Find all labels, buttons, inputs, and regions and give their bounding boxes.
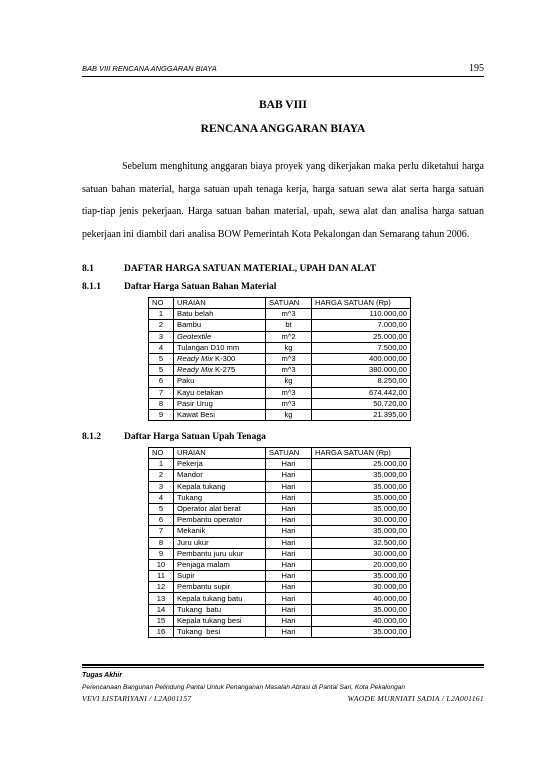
cell-uraian-italic: Geotextile bbox=[177, 331, 212, 341]
table-row bbox=[149, 615, 411, 626]
section-heading bbox=[82, 264, 376, 274]
footer-author-right: WAODE MURNIATI SADIA / L2A001161 bbox=[347, 694, 484, 703]
column-header-uraian: URAIAN bbox=[174, 448, 266, 459]
table-row bbox=[149, 492, 411, 503]
cell-no: 11 bbox=[149, 571, 174, 582]
subsection-title: Daftar Harga Satuan Upah Tenaga bbox=[124, 432, 266, 442]
cell-uraian: Penjaga malam bbox=[174, 559, 266, 570]
cell-harga: 35.000,00 bbox=[312, 492, 411, 503]
cell-uraian: Operator alat berat bbox=[174, 503, 266, 514]
footer-project-title: Perencanaan Bangunan Pelindung Pantai Untuk Penanganan Masalah Abrasi di Pantai Sari, Kota Pekalongan bbox=[82, 684, 406, 691]
cell-no: 1 bbox=[149, 309, 174, 320]
cell-uraian-text: Kawat Besi bbox=[177, 409, 215, 419]
footer-label: Tugas Akhir bbox=[82, 672, 123, 679]
cell-satuan: Hari bbox=[266, 593, 312, 604]
table-row bbox=[149, 409, 411, 420]
cell-uraian: Kepala tukang bbox=[174, 481, 266, 492]
cell-uraian: Tukang bbox=[174, 492, 266, 503]
table-row bbox=[149, 503, 411, 514]
section-number: 8.1 bbox=[82, 264, 94, 274]
labor-table-body bbox=[149, 448, 411, 638]
cell-no: 8 bbox=[149, 537, 174, 548]
subsection-heading-material bbox=[82, 282, 276, 292]
cell-satuan: Hari bbox=[266, 515, 312, 526]
cell-satuan: Hari bbox=[266, 503, 312, 514]
table-row bbox=[149, 481, 411, 492]
cell-satuan: bt bbox=[266, 320, 312, 331]
table-row bbox=[149, 459, 411, 470]
cell-no: 9 bbox=[149, 548, 174, 559]
cell-harga: 21.395,00 bbox=[312, 409, 411, 420]
cell-uraian-text: Paku bbox=[177, 376, 195, 386]
table-row bbox=[149, 398, 411, 409]
cell-uraian: Supir bbox=[174, 571, 266, 582]
cell-uraian-text: Kayu cetakan bbox=[177, 387, 224, 397]
cell-satuan: kg bbox=[266, 376, 312, 387]
cell-no: 16 bbox=[149, 627, 174, 638]
table-header-row bbox=[149, 298, 411, 309]
cell-harga: 40.000,00 bbox=[312, 615, 411, 626]
table-row bbox=[149, 537, 411, 548]
cell-harga: 30.000,00 bbox=[312, 548, 411, 559]
cell-no: 10 bbox=[149, 559, 174, 570]
cell-satuan: Hari bbox=[266, 582, 312, 593]
column-header-harga: HARGA SATUAN (Rp) bbox=[312, 298, 411, 309]
table-row bbox=[149, 320, 411, 331]
table-row bbox=[149, 309, 411, 320]
table-row bbox=[149, 604, 411, 615]
cell-no: 2 bbox=[149, 320, 174, 331]
cell-no: 14 bbox=[149, 604, 174, 615]
cell-no: 7 bbox=[149, 526, 174, 537]
cell-no: 7 bbox=[149, 387, 174, 398]
table-row bbox=[149, 331, 411, 342]
table-row bbox=[149, 627, 411, 638]
cell-satuan: Hari bbox=[266, 604, 312, 615]
chapter-number-title: BAB VIII bbox=[258, 99, 308, 111]
cell-uraian bbox=[174, 365, 266, 376]
cell-no: 9 bbox=[149, 409, 174, 420]
cell-satuan: kg bbox=[266, 409, 312, 420]
cell-uraian: Tukang batu bbox=[174, 604, 266, 615]
cell-harga: 7.500,00 bbox=[312, 342, 411, 353]
cell-harga: 110.000,00 bbox=[312, 309, 411, 320]
material-table-body bbox=[149, 298, 411, 421]
cell-no: 1 bbox=[149, 459, 174, 470]
cell-satuan: Hari bbox=[266, 548, 312, 559]
cell-harga: 20.000,00 bbox=[312, 559, 411, 570]
cell-no: 4 bbox=[149, 492, 174, 503]
cell-satuan: m^2 bbox=[266, 331, 312, 342]
cell-no: 3 bbox=[149, 331, 174, 342]
cell-uraian: Pembantu operator bbox=[174, 515, 266, 526]
cell-harga: 25.000,00 bbox=[312, 331, 411, 342]
cell-no: 15 bbox=[149, 615, 174, 626]
cell-harga: 25.000,00 bbox=[312, 459, 411, 470]
table-row bbox=[149, 342, 411, 353]
cell-satuan: kg bbox=[266, 342, 312, 353]
cell-uraian-italic: Ready Mix bbox=[177, 354, 213, 364]
cell-satuan: m^3 bbox=[266, 365, 312, 376]
footer-author-left: VEVI LISTARIYANI / L2A001157 bbox=[82, 694, 192, 703]
cell-satuan: Hari bbox=[266, 492, 312, 503]
table-row bbox=[149, 559, 411, 570]
cell-harga: 32.500,00 bbox=[312, 537, 411, 548]
cell-uraian bbox=[174, 331, 266, 342]
table-header-row bbox=[149, 448, 411, 459]
cell-uraian-text: Pasir Urug bbox=[177, 398, 213, 408]
column-header-no: NO bbox=[149, 298, 174, 309]
cell-satuan: Hari bbox=[266, 459, 312, 470]
cell-uraian-text: Bambu bbox=[177, 320, 202, 330]
material-price-table bbox=[148, 297, 411, 421]
section-title: DAFTAR HARGA SATUAN MATERIAL, UPAH DAN ALAT bbox=[124, 264, 377, 274]
cell-satuan: Hari bbox=[266, 559, 312, 570]
table-row bbox=[149, 571, 411, 582]
cell-uraian bbox=[174, 353, 266, 364]
cell-harga: 40.000,00 bbox=[312, 593, 411, 604]
subsection-title: Daftar Harga Satuan Bahan Material bbox=[124, 282, 277, 292]
cell-uraian: Mekanik bbox=[174, 526, 266, 537]
intro-paragraph bbox=[82, 156, 484, 246]
cell-harga: 35.000,00 bbox=[312, 604, 411, 615]
cell-no: 5 bbox=[149, 365, 174, 376]
cell-uraian-text: Batu belah bbox=[177, 309, 214, 319]
cell-uraian: Kepala tukang besi bbox=[174, 615, 266, 626]
cell-satuan: Hari bbox=[266, 470, 312, 481]
cell-harga: 35.000,00 bbox=[312, 503, 411, 514]
cell-harga: 8.250,00 bbox=[312, 376, 411, 387]
cell-harga: 7.000,00 bbox=[312, 320, 411, 331]
cell-uraian bbox=[174, 387, 266, 398]
cell-harga: 674.442,00 bbox=[312, 387, 411, 398]
cell-uraian-text: Tulangan D10 mm bbox=[177, 342, 240, 352]
table-row bbox=[149, 582, 411, 593]
column-header-uraian: URAIAN bbox=[174, 298, 266, 309]
cell-satuan: Hari bbox=[266, 615, 312, 626]
header-rule bbox=[82, 76, 484, 77]
column-header-harga: HARGA SATUAN (Rp) bbox=[312, 448, 411, 459]
cell-harga: 35.000,00 bbox=[312, 470, 411, 481]
cell-satuan: Hari bbox=[266, 526, 312, 537]
subsection-number: 8.1.2 bbox=[82, 432, 101, 442]
page-number: 195 bbox=[469, 63, 484, 74]
cell-no: 8 bbox=[149, 398, 174, 409]
cell-uraian: Pekerja bbox=[174, 459, 266, 470]
cell-uraian bbox=[174, 376, 266, 387]
cell-uraian: Kepala tukang batu bbox=[174, 593, 266, 604]
cell-satuan: m^3 bbox=[266, 309, 312, 320]
cell-satuan: m^3 bbox=[266, 398, 312, 409]
cell-uraian-italic: Ready Mix bbox=[177, 365, 213, 375]
cell-uraian bbox=[174, 320, 266, 331]
labor-wage-table bbox=[148, 447, 411, 638]
table-row bbox=[149, 526, 411, 537]
table-row bbox=[149, 470, 411, 481]
intro-text: Sebelum menghitung anggaran biaya proyek yang dikerjakan maka perlu diketahui harga satuan bahan material, harga satuan upah tenaga kerja, harga satuan sewa alat serta harga satuan tiap-tiap jenis pekerjaan. Harga satuan bahan material, upah, sewa alat dan analisa harga satuan pekerjaan ini diambil dari analisa BOW Pemerintah Kota Pekalongan dan Semarang tahun 2006. bbox=[82, 161, 484, 240]
footer-rule-thin bbox=[82, 667, 484, 668]
cell-no: 6 bbox=[149, 376, 174, 387]
cell-harga: 30.000,00 bbox=[312, 515, 411, 526]
footer-rule-thick bbox=[82, 664, 484, 666]
column-header-satuan: SATUAN bbox=[266, 448, 312, 459]
cell-uraian-text: K-275 bbox=[212, 365, 236, 375]
subsection-number: 8.1.1 bbox=[82, 282, 101, 292]
cell-uraian: Pembantu juru ukur bbox=[174, 548, 266, 559]
cell-no: 4 bbox=[149, 342, 174, 353]
cell-no: 6 bbox=[149, 515, 174, 526]
table-row bbox=[149, 548, 411, 559]
chapter-title: RENCANA ANGGARAN BIAYA bbox=[200, 123, 366, 135]
table-row bbox=[149, 376, 411, 387]
table-row bbox=[149, 353, 411, 364]
cell-no: 3 bbox=[149, 481, 174, 492]
cell-uraian: Juru ukur bbox=[174, 537, 266, 548]
cell-satuan: m^3 bbox=[266, 353, 312, 364]
table-row bbox=[149, 365, 411, 376]
cell-satuan: Hari bbox=[266, 627, 312, 638]
cell-uraian-text: K-300 bbox=[212, 354, 236, 364]
cell-satuan: Hari bbox=[266, 537, 312, 548]
cell-uraian bbox=[174, 409, 266, 420]
cell-uraian bbox=[174, 398, 266, 409]
cell-harga: 400.000,00 bbox=[312, 353, 411, 364]
cell-no: 5 bbox=[149, 353, 174, 364]
running-header-chapter: BAB VIII RENCANA ANGGARAN BIAYA bbox=[82, 64, 217, 73]
column-header-no: NO bbox=[149, 448, 174, 459]
cell-uraian: Mandor bbox=[174, 470, 266, 481]
cell-no: 12 bbox=[149, 582, 174, 593]
cell-harga: 35.000,00 bbox=[312, 571, 411, 582]
cell-harga: 35.000,00 bbox=[312, 526, 411, 537]
table-row bbox=[149, 387, 411, 398]
cell-uraian: Tukang besi bbox=[174, 627, 266, 638]
cell-uraian bbox=[174, 342, 266, 353]
cell-harga: 380.000,00 bbox=[312, 365, 411, 376]
cell-harga: 35.000,00 bbox=[312, 627, 411, 638]
cell-satuan: Hari bbox=[266, 481, 312, 492]
cell-satuan: Hari bbox=[266, 571, 312, 582]
cell-harga: 50.720,00 bbox=[312, 398, 411, 409]
table-row bbox=[149, 593, 411, 604]
cell-uraian: Pembantu supir bbox=[174, 582, 266, 593]
cell-uraian bbox=[174, 309, 266, 320]
table-row bbox=[149, 515, 411, 526]
cell-harga: 30.000,00 bbox=[312, 582, 411, 593]
cell-no: 13 bbox=[149, 593, 174, 604]
cell-no: 2 bbox=[149, 470, 174, 481]
cell-satuan: m^3 bbox=[266, 387, 312, 398]
cell-harga: 35.000,00 bbox=[312, 481, 411, 492]
cell-no: 5 bbox=[149, 503, 174, 514]
column-header-satuan: SATUAN bbox=[266, 298, 312, 309]
subsection-heading-labor bbox=[82, 432, 266, 442]
